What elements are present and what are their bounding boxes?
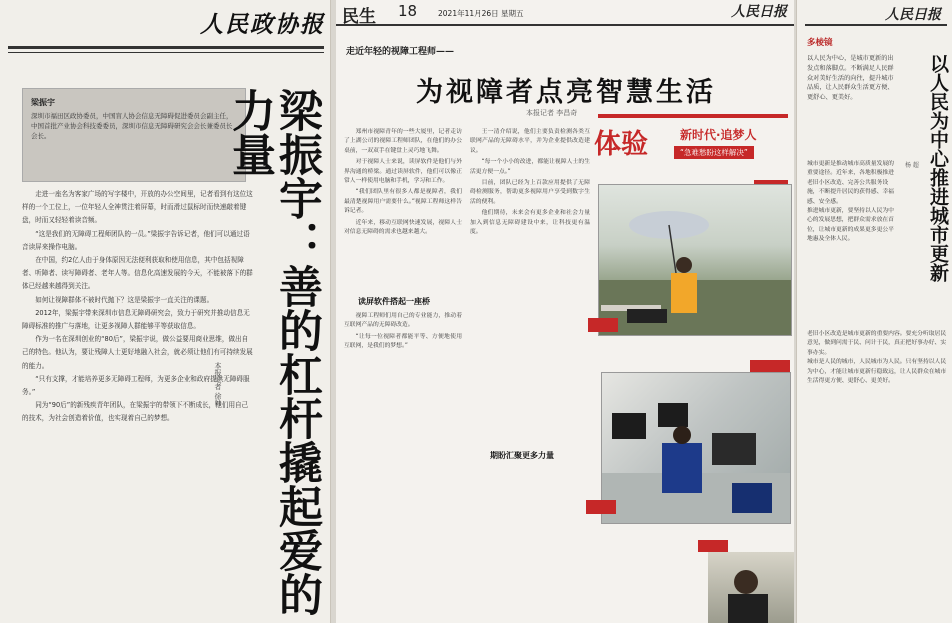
article-paragraph: 他们期待，未来会有更多企业和社会力量加入到信息无障碍建设中来，让科技更有温度。: [470, 210, 590, 236]
left-headline: 梁振宇：善的杠杆撬起爱的力量: [224, 88, 322, 616]
left-masthead: 人民政协报: [200, 11, 325, 38]
left-body: [22, 188, 254, 426]
page-number: 18: [398, 2, 418, 20]
feature-banner: [594, 122, 790, 174]
photo-portrait-illustration: [708, 552, 794, 623]
right-paragraph: 推进城市更新，要坚持以人民为中心的发展思想，把群众需求放在首位，让城市更新的成果更多更公平地惠及全体人民。: [807, 208, 894, 243]
decor-red-block: [588, 318, 618, 332]
bio-box: [22, 88, 246, 182]
photo-portrait: [708, 552, 794, 623]
article-kicker: 走近年轻的视障工程师——: [346, 47, 455, 57]
banner-small-text: 新时代·追梦人: [680, 128, 757, 142]
left-reporter: 本报记者 徐帅: [214, 362, 222, 407]
left-paragraph: 走进一座名为客家广场的写字楼中，开放的办公空间里，记者看到有这位这样的一个工位上，一位年轻人全神贯注着屏幕，时而滑过鼠标时而快速敲着键盘，时而又轻轻着读音频。: [22, 190, 253, 225]
banner-tag: “急难愁盼这样解决”: [674, 146, 754, 159]
left-paragraph: 2012年，梁振宇带来深圳市信息无障碍研究会，致力于研究并推动信息无障碍标准的推广与落地，让更多视障人群能够平等获取信息。: [22, 308, 250, 331]
decor-red-block: [698, 540, 728, 552]
photo-office-workers: [601, 372, 791, 524]
right-rule: [805, 24, 947, 26]
right-column-2: [807, 330, 947, 386]
article-paragraph: 视障工程师们用自己的专业能力，推动着互联网产品的无障碍改造。: [344, 313, 462, 329]
subhead-1: 读屏软件搭起一座桥: [358, 297, 430, 306]
right-paragraph: 城市更新是推动城市高质量发展的重要途径。近年来，各地积极推进老旧小区改造、完善公共服务设施，不断提升居民的获得感、幸福感、安全感。: [807, 161, 894, 205]
decor-red-block: [586, 500, 616, 514]
article-paragraph: “我们团队里有很多人都是视障者，我们最清楚视障用户需要什么。”视障工程师这样告诉记者。: [344, 189, 462, 215]
masthead-rule-thin: [8, 52, 324, 53]
right-summary: 以人民为中心，是城市更新的出发点和落脚点。不断满足人民群众对美好生活的向往，提升城市品质，让人民群众生活更方便、更舒心、更美好。: [807, 55, 894, 102]
article-byline: 本报记者 李昌奇: [526, 109, 578, 117]
article-paragraph: 目前，团队已经为上百款应用提供了无障碍检测服务，帮助更多视障用户享受到数字生活的便利。: [470, 180, 590, 205]
article-paragraph: 郑州市视障青年的一些大厦里，记者走访了上湖公司的视障工程师团队，在他们的办公桌前，一双双手在键盘上灵巧地飞舞。: [344, 129, 462, 154]
page-header: [336, 0, 794, 26]
photo-umbrella-man-illustration: [599, 185, 791, 335]
right-paragraph: 老旧小区改造是城市更新的重要内容。要充分听取居民意见，做到问需于民、问计于民，真正把好事办好、实事办实。: [807, 331, 947, 356]
section-name: 民生: [342, 7, 376, 27]
left-paragraph: “只有支撑，才能培养更多无障碍工程师，为更多企业和政府提供无障碍服务。”: [22, 374, 250, 397]
decor-red-block: [750, 360, 790, 372]
right-paragraph: 城市是人民的城市，人民城市为人民。只有坚持以人民为中心，才能让城市更新行稳致远，让人民群众在城市生活得更方便、更舒心、更美好。: [807, 359, 947, 385]
photo-umbrella-man: [598, 184, 792, 336]
masthead-rule: [8, 46, 324, 49]
bio-text: 深圳市福田区政协委员，中国盲人协会信息无障碍促进委员会副主任，中国首批产业协会科技委委员，深圳市信息无障碍研究会会长兼委员长会长。: [31, 112, 233, 140]
right-column-1: [807, 160, 899, 245]
photo-office-illustration: [602, 373, 790, 523]
article-paragraph: “让每一位视障者都能平等、方便地使用互联网，是我们的梦想。”: [344, 333, 462, 350]
article-paragraph: “每一个小小的改进，都能让视障人士的生活更方便一点。”: [470, 159, 590, 175]
right-headline: 以人民为中心推进城市更新: [927, 54, 949, 282]
article-column-3: [344, 312, 462, 354]
left-paragraph: 同为“90后”的新残疾青年团队，在梁振宇的带领下不断成长，他们用自己的技术，为社会创造着价值，也实现着自己的梦想。: [22, 401, 249, 423]
header-brand: 人民日报: [731, 4, 787, 20]
right-section: 多棱镜: [807, 38, 833, 48]
article-paragraph: 王一清介绍说，他们主要负责检测各类互联网产品的无障碍水平，并为企业提供改造建议。: [470, 129, 590, 154]
left-paragraph: 如何让视障群体不被时代抛下？这是梁振宇一直关注的课题。: [35, 295, 214, 304]
article-column-1: [344, 128, 462, 239]
issue-date: 2021年11月26日 星期五: [438, 9, 524, 18]
left-paragraph: “这是我们的无障碍工程师团队的一员。”梁振宇告诉记者，他们可以通过语音读屏来操作电脑。: [22, 229, 250, 251]
article-paragraph: 对于视障人士来说，读屏软件是他们与外界沟通的桥梁。通过读屏软件，他们可以像正常人一样使用电脑和手机，学习和工作。: [344, 159, 462, 185]
right-clipping: [796, 0, 952, 623]
left-clipping: [0, 0, 331, 623]
left-paragraph: 在中国，约2亿人由于身体原因无法便利获取和使用信息，其中包括视障者、听障者、读写障碍者、老年人等。信息化高速发展的今天，不能被落下的群体已经越来越得到关注。: [22, 256, 253, 291]
accent-bar: [598, 114, 788, 118]
bio-name: 梁振宇: [31, 98, 55, 107]
middle-page: [336, 0, 794, 623]
article-column-2: [470, 128, 590, 239]
subhead-2: 期盼汇聚更多力量: [490, 451, 554, 460]
right-brand: 人民日报: [885, 7, 941, 23]
article-paragraph: 近年来，移动互联网快速发展，视障人士对信息无障碍的需求也越来越大。: [344, 219, 462, 236]
left-paragraph: 作为一名在深圳创业的“80后”，梁振宇说，做公益要用商业思维，做出自己的特色。他认为，要让残障人士更好地融入社会，就必须让他们有可持续发展的能力。: [22, 335, 253, 370]
banner-big-text: 体验: [594, 129, 648, 160]
article-title: 为视障者点亮智慧生活: [416, 77, 716, 108]
right-author: 杨 超: [905, 162, 919, 169]
